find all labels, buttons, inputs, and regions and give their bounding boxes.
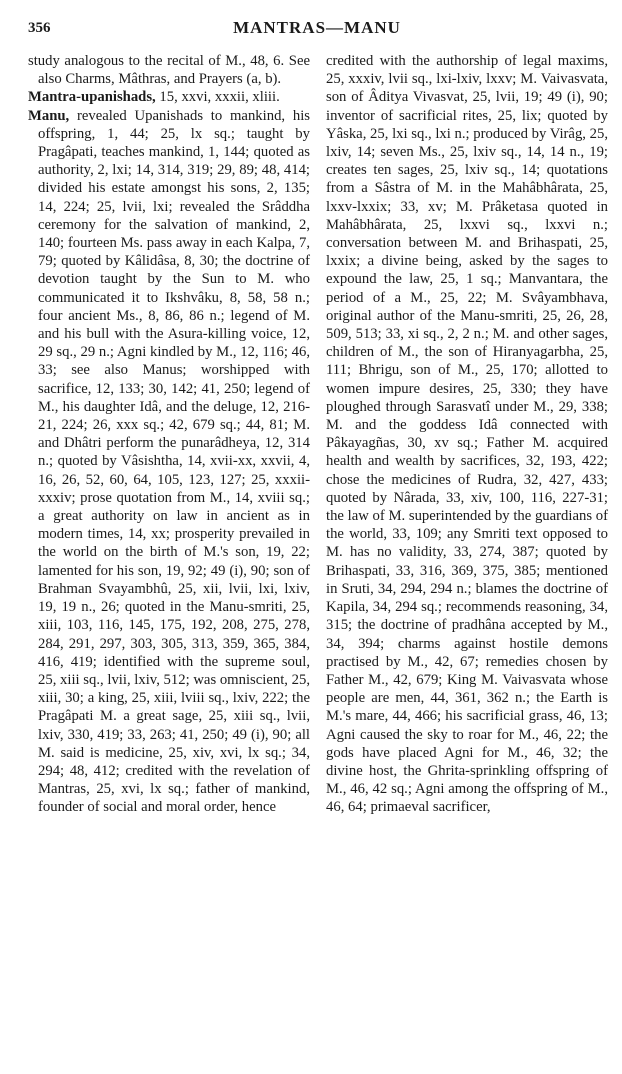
continuation-text: credited with the authorship of legal maxims, 25, xxxiv, lvii sq., lxi-lxiv, lxxv; M. Vaivasvata, son of Âditya Vivasvat, 25, lvii, 19; 49 (i), 90; inventor of sacrificial rites, 25, lix; quoted by Yâska, 25, lxi sq., lxi n.; produced by Virâg, 25, lxiv, 14; seven Ms., 25, lxiv sq., 14, 14 n., 19; creates ten sages, 25, lxiv sq., 14; quotations from a Sâstra of M. in the Mahâbhârata, 25, lxxv-lxxix; 33, xv; M. Prâketasa quoted in Mahâbhârata, 25, lxxvi sq., lxxvi n.; conversation between M. and Brihaspati, 25, lxxix; a divine being, asked by the sages to expound the law, 25, 1 sq.; Manvantara, the period of a M., 25, 22; M. Svâyambhava, original author of the Manu-smriti, 25, 26, 28, 509, 513; 33, xi sq., 2, 2 n.; M. and other sages, children of M., the son of Hiranyagarbha, 25, 111; Bhrigu, son of M., 25, 170; allotted to women impure desires, 25, 330; they have ploughed through Sarasvatî under M., 29, 338; M. and the goddess Idâ connected with Pâkayagñas, 30, xv sq.; Father M. acquired health and wealth by sacrifices, 32, 193, 422; chose the medicines of Rudra, 32, 427, 433; quoted by Nârada, 33, xiv, 100, 116, 227-31; the law of M. superintended by the guardians of the world, 33, 109; any Smriti text opposed to M. has no validity, 33, 274, 387; quoted by Brihaspati, 33, 316, 369, 375, 385; mentioned in Sruti, 34, 294, 294 n.; blames the doctrine of Kapila, 34, 294 sq.; recommends reasoning, 34, 315; the doctrine of pradhâna accepted by M., 34, 394; charms against hostile demons practised by M., 42, 67; remedies chosen by Father M., 42, 679; King M. Vaivasvata whose people are men, 44, 361, 362 n.; the Earth is M.'s mare, 44, 466; his sacrificial grass, 46, 13; Agni caused the sky to roar for M., 46, 22; the gods have placed Agni for M., 46, 32; the divine host, the Ghrita-sprinkling offspring of M., 46, 42 sq.; Agni among the offspring of M., 46, 64; primaeval sacrificer, [326,53,608,816]
page-number: 356 [28,20,51,36]
page-header [28,18,606,42]
entry-text: revealed Upanishads to mankind, his offspring, 1, 44; 25, lx sq.; taught by Pragâpati, teaches mankind, 1, 144; quoted as authority, 2, lxi; 14, 314, 319; 29, 89; 48, 414; divided his estate amongst his sons, 2, 135; 14, 224; 25, lvii, lxi; revealed the Srâddha ceremony for the salvation of mankind, 2, 140; fourteen Ms. pass away in each Kalpa, 7, 79; quoted by Kâlidâsa, 8, 30; the doctrine of devotion taught by the Sun to M. who communicated it to Ikshvâku, 8, 58, 58 n.; four ancient Ms., 8, 86, 86 n.; legend of M. and his bull with the Asura-killing voice, 12, 29 sq., 29 n.; Agni kindled by M., 12, 116; 46, 33; see also Manus; worshipped with sacrifice, 12, 133; 30, 142; 41, 250; legend of M., his daughter Idâ, and the deluge, 12, 216-21, 224; 26, xxx sq.; 42, 679 sq.; 44, 81; M. and Dhâtri perform the punarâdheya, 12, 314 n.; quoted by Vâsishtha, 14, xvii-xx, xxvii, 4, 16, 26, 52, 60, 64, 105, 123, 127; 25, xxxii-xxxiv; prose quotation from M., 14, xviii sq.; a great authority on law in ancient as in modern times, 14, xx; prosperity prevailed in the world on the birth of M.'s son, 19, 22; lamented for his son, 19, 92; 49 (i), 90; son of Brahman Svayambhû, 25, xii, lvii, lxi, lxiv, 19, 19 n., 26; quoted in the Manu-smriti, 25, xiii, 103, 116, 145, 175, 192, 208, 275, 278, 284, 291, 297, 303, 305, 313, 359, 365, 384, 416, 419; identified with the supreme soul, 25, xiii sq., lvii, lxiv, 512; was omniscient, 25, xiii, 30; a king, 25, xiii, lviii sq., lxiv, 222; the Pragâpati M. a great sage, 25, xiii sq., lvii, lxiv, 330, 419; 33, 263; 41, 250; 49 (i), 90; all M. said is medicine, 25, xiv, xvi, lx sq.; 34, 294; 48, 412; credited with the revelation of Mantras, 25, xvi, lx sq.; father of mankind, founder of social and moral order, hence [38,107,310,816]
running-head: MANTRAS—MANU [233,18,401,37]
headword: Mantra-upanishads, [28,89,156,106]
entry-text: 15, xxvi, xxxii, xliii. [155,89,280,106]
index-entry-manu [28,107,310,817]
headword: Manu, [28,107,70,124]
index-entry-mantra-upanishads [28,88,310,106]
right-column [326,52,608,817]
continuation-text: study analogous to the recital of M., 48, 6. See also Charms, Mâthras, and Prayers (a, b). [28,53,310,88]
left-column [28,52,310,817]
